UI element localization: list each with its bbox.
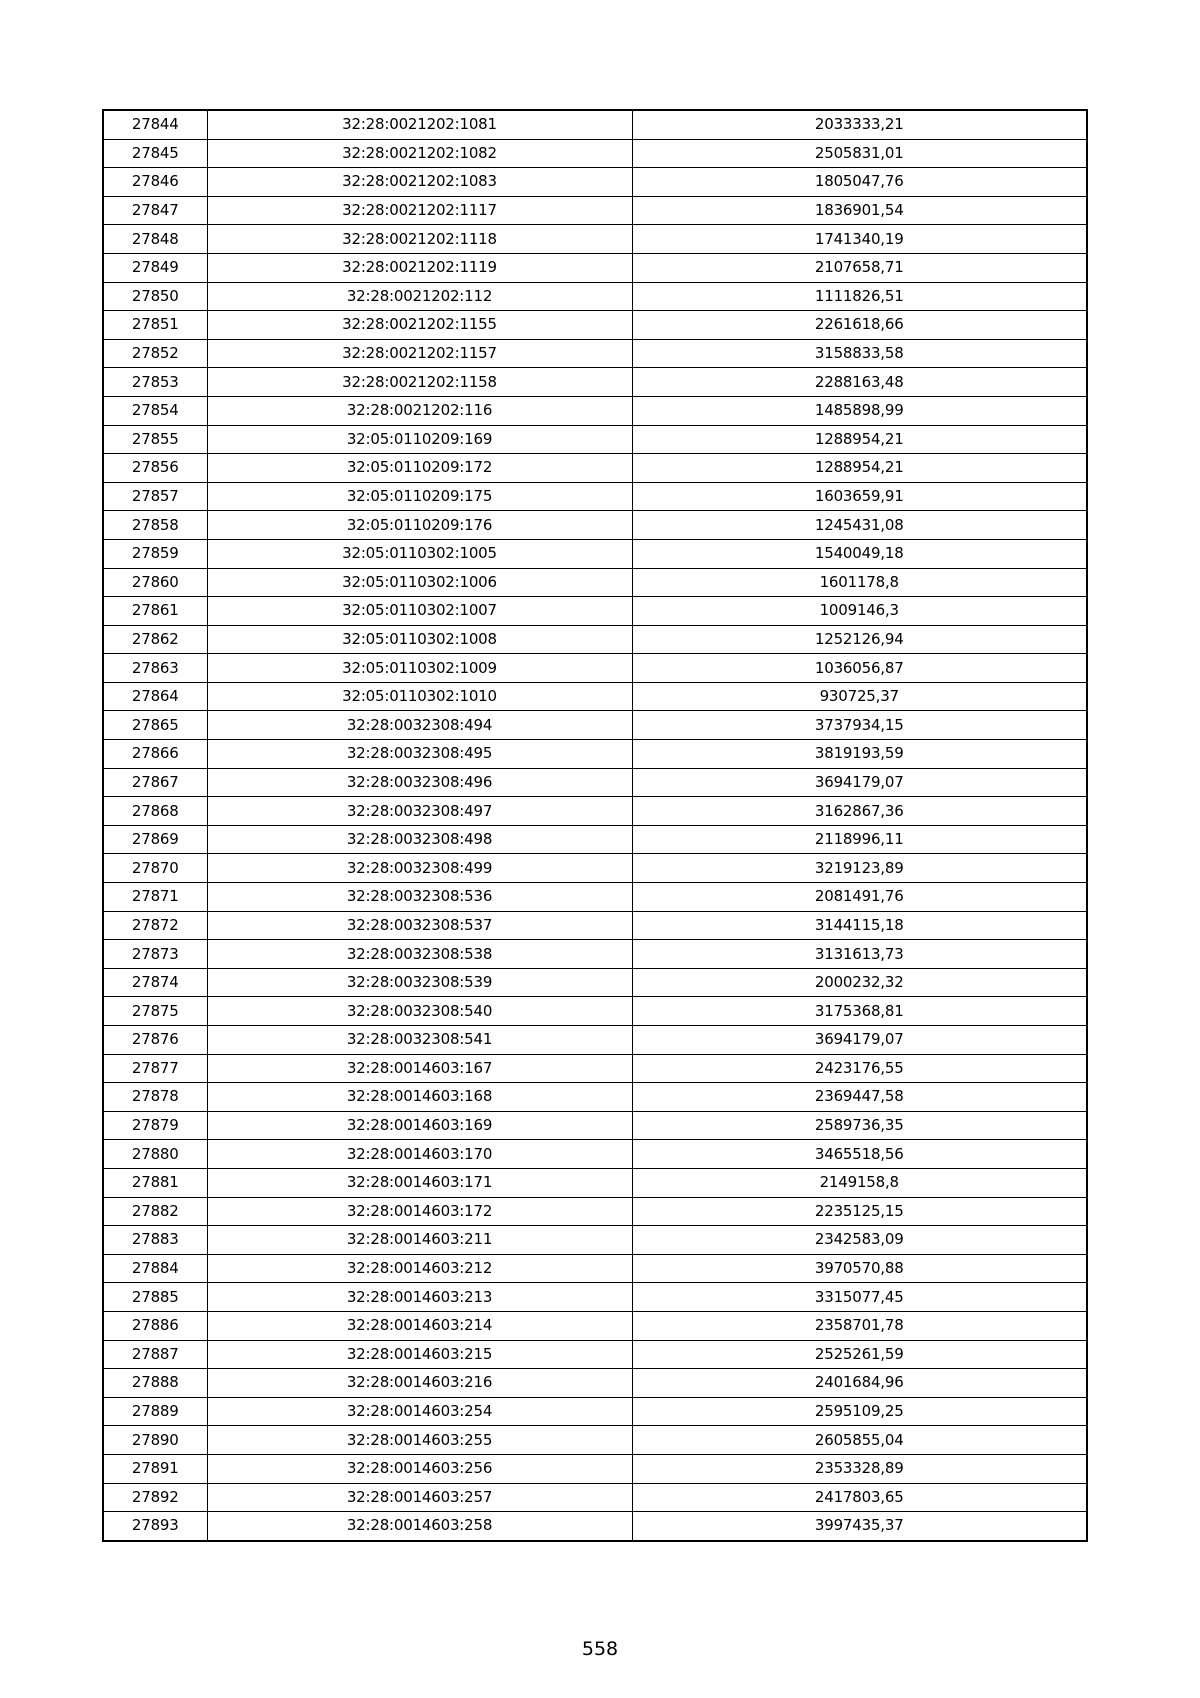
cadastral-number-cell: 32:28:0014603:212 (207, 1254, 632, 1283)
cadastral-number-cell: 32:28:0021202:1081 (207, 110, 632, 139)
cadastral-number-cell: 32:05:0110302:1005 (207, 539, 632, 568)
table-row (103, 768, 1087, 797)
cadastral-value-cell: 3819193,59 (632, 740, 1087, 769)
table-row (103, 1454, 1087, 1483)
table-row (103, 825, 1087, 854)
table-row (103, 797, 1087, 826)
cadastral-number-cell: 32:28:0032308:494 (207, 711, 632, 740)
cadastral-value-cell: 3694179,07 (632, 1026, 1087, 1055)
cadastral-value-cell: 1603659,91 (632, 482, 1087, 511)
cadastral-number-cell: 32:05:0110302:1009 (207, 654, 632, 683)
cadastral-number-cell: 32:28:0032308:537 (207, 911, 632, 940)
table-row (103, 282, 1087, 311)
cadastral-number-cell: 32:28:0014603:213 (207, 1283, 632, 1312)
row-number-cell: 27871 (103, 883, 207, 912)
table-row (103, 425, 1087, 454)
cadastral-value-cell: 2417803,65 (632, 1483, 1087, 1512)
row-number-cell: 27849 (103, 253, 207, 282)
table-body (103, 110, 1087, 1541)
table-row (103, 1311, 1087, 1340)
cadastral-value-cell: 2081491,76 (632, 883, 1087, 912)
row-number-cell: 27869 (103, 825, 207, 854)
cadastral-number-cell: 32:05:0110302:1006 (207, 568, 632, 597)
cadastral-value-cell: 930725,37 (632, 682, 1087, 711)
cadastral-number-cell: 32:05:0110209:172 (207, 454, 632, 483)
cadastral-value-cell: 2235125,15 (632, 1197, 1087, 1226)
table-row (103, 740, 1087, 769)
cadastral-number-cell: 32:28:0014603:172 (207, 1197, 632, 1226)
row-number-cell: 27857 (103, 482, 207, 511)
cadastral-number-cell: 32:28:0032308:538 (207, 940, 632, 969)
cadastral-number-cell: 32:28:0014603:216 (207, 1369, 632, 1398)
cadastral-value-cell: 1601178,8 (632, 568, 1087, 597)
cadastral-number-cell: 32:05:0110209:175 (207, 482, 632, 511)
cadastral-value-cell: 2401684,96 (632, 1369, 1087, 1398)
cadastral-number-cell: 32:28:0032308:536 (207, 883, 632, 912)
cadastral-value-cell: 1245431,08 (632, 511, 1087, 540)
cadastral-number-cell: 32:05:0110302:1007 (207, 597, 632, 626)
cadastral-value-cell: 2149158,8 (632, 1168, 1087, 1197)
cadastral-number-cell: 32:28:0014603:255 (207, 1426, 632, 1455)
cadastral-value-cell: 1252126,94 (632, 625, 1087, 654)
cadastral-value-cell: 2107658,71 (632, 253, 1087, 282)
table-row (103, 1083, 1087, 1112)
row-number-cell: 27851 (103, 311, 207, 340)
cadastral-number-cell: 32:28:0014603:256 (207, 1454, 632, 1483)
table-row (103, 168, 1087, 197)
row-number-cell: 27876 (103, 1026, 207, 1055)
cadastral-number-cell: 32:28:0021202:1158 (207, 368, 632, 397)
cadastral-value-cell: 2033333,21 (632, 110, 1087, 139)
table-row (103, 1254, 1087, 1283)
table-row (103, 968, 1087, 997)
cadastral-value-cell: 1540049,18 (632, 539, 1087, 568)
row-number-cell: 27855 (103, 425, 207, 454)
row-number-cell: 27873 (103, 940, 207, 969)
cadastral-number-cell: 32:28:0032308:495 (207, 740, 632, 769)
cadastral-number-cell: 32:05:0110302:1008 (207, 625, 632, 654)
cadastral-value-cell: 2589736,35 (632, 1111, 1087, 1140)
cadastral-value-cell: 3315077,45 (632, 1283, 1087, 1312)
cadastral-value-cell: 3970570,88 (632, 1254, 1087, 1283)
cadastral-number-cell: 32:28:0014603:214 (207, 1311, 632, 1340)
cadastral-number-cell: 32:28:0032308:539 (207, 968, 632, 997)
cadastral-value-cell: 1111826,51 (632, 282, 1087, 311)
row-number-cell: 27891 (103, 1454, 207, 1483)
cadastral-value-cell: 2605855,04 (632, 1426, 1087, 1455)
cadastral-number-cell: 32:28:0021202:116 (207, 396, 632, 425)
cadastral-value-cell: 1009146,3 (632, 597, 1087, 626)
row-number-cell: 27870 (103, 854, 207, 883)
row-number-cell: 27859 (103, 539, 207, 568)
cadastral-value-cell: 3162867,36 (632, 797, 1087, 826)
row-number-cell: 27866 (103, 740, 207, 769)
cadastral-number-cell: 32:28:0032308:496 (207, 768, 632, 797)
row-number-cell: 27887 (103, 1340, 207, 1369)
cadastral-number-cell: 32:28:0021202:1118 (207, 225, 632, 254)
cadastral-value-cell: 2358701,78 (632, 1311, 1087, 1340)
cadastral-number-cell: 32:05:0110209:169 (207, 425, 632, 454)
table-row (103, 396, 1087, 425)
cadastral-number-cell: 32:28:0032308:499 (207, 854, 632, 883)
table-row (103, 1283, 1087, 1312)
cadastral-number-cell: 32:28:0032308:541 (207, 1026, 632, 1055)
row-number-cell: 27893 (103, 1512, 207, 1541)
table-row (103, 1397, 1087, 1426)
cadastral-value-cell: 2353328,89 (632, 1454, 1087, 1483)
cadastral-value-cell: 2342583,09 (632, 1226, 1087, 1255)
page-number: 558 (581, 1638, 619, 1660)
row-number-cell: 27884 (103, 1254, 207, 1283)
cadastral-number-cell: 32:28:0032308:540 (207, 997, 632, 1026)
row-number-cell: 27892 (103, 1483, 207, 1512)
cadastral-number-cell: 32:28:0032308:498 (207, 825, 632, 854)
row-number-cell: 27872 (103, 911, 207, 940)
row-number-cell: 27883 (103, 1226, 207, 1255)
cadastral-number-cell: 32:28:0021202:1155 (207, 311, 632, 340)
cadastral-number-cell: 32:28:0014603:254 (207, 1397, 632, 1426)
row-number-cell: 27868 (103, 797, 207, 826)
cadastral-number-cell: 32:28:0021202:1119 (207, 253, 632, 282)
cadastral-value-cell: 1805047,76 (632, 168, 1087, 197)
table-row (103, 854, 1087, 883)
cadastral-value-cell: 2288163,48 (632, 368, 1087, 397)
cadastral-value-cell: 1036056,87 (632, 654, 1087, 683)
row-number-cell: 27863 (103, 654, 207, 683)
row-number-cell: 27852 (103, 339, 207, 368)
cadastral-number-cell: 32:05:0110209:176 (207, 511, 632, 540)
row-number-cell: 27860 (103, 568, 207, 597)
cadastral-value-cell: 1288954,21 (632, 454, 1087, 483)
row-number-cell: 27874 (103, 968, 207, 997)
table-row (103, 597, 1087, 626)
table-row (103, 196, 1087, 225)
row-number-cell: 27865 (103, 711, 207, 740)
cadastral-value-cell: 3219123,89 (632, 854, 1087, 883)
cadastral-number-cell: 32:28:0021202:1083 (207, 168, 632, 197)
cadastral-number-cell: 32:28:0021202:1157 (207, 339, 632, 368)
cadastral-value-cell: 3694179,07 (632, 768, 1087, 797)
row-number-cell: 27847 (103, 196, 207, 225)
row-number-cell: 27886 (103, 1311, 207, 1340)
cadastral-value-cell: 3737934,15 (632, 711, 1087, 740)
row-number-cell: 27856 (103, 454, 207, 483)
row-number-cell: 27885 (103, 1283, 207, 1312)
row-number-cell: 27888 (103, 1369, 207, 1398)
cadastral-number-cell: 32:28:0014603:211 (207, 1226, 632, 1255)
table-row (103, 1197, 1087, 1226)
table-row (103, 1369, 1087, 1398)
cadastral-number-cell: 32:05:0110302:1010 (207, 682, 632, 711)
cadastral-value-cell: 2505831,01 (632, 139, 1087, 168)
cadastral-number-cell: 32:28:0014603:171 (207, 1168, 632, 1197)
cadastral-value-cell: 2261618,66 (632, 311, 1087, 340)
cadastral-value-cell: 3144115,18 (632, 911, 1087, 940)
cadastral-value-cell: 3175368,81 (632, 997, 1087, 1026)
cadastral-value-cell: 3997435,37 (632, 1512, 1087, 1541)
row-number-cell: 27846 (103, 168, 207, 197)
table-row (103, 997, 1087, 1026)
table-row (103, 253, 1087, 282)
cadastral-value-cell: 2423176,55 (632, 1054, 1087, 1083)
row-number-cell: 27880 (103, 1140, 207, 1169)
table-row (103, 911, 1087, 940)
row-number-cell: 27875 (103, 997, 207, 1026)
cadastral-number-cell: 32:28:0014603:167 (207, 1054, 632, 1083)
cadastral-number-cell: 32:28:0021202:1082 (207, 139, 632, 168)
cadastral-number-cell: 32:28:0014603:257 (207, 1483, 632, 1512)
cadastral-number-cell: 32:28:0021202:1117 (207, 196, 632, 225)
table-row (103, 654, 1087, 683)
row-number-cell: 27877 (103, 1054, 207, 1083)
cadastral-number-cell: 32:28:0014603:168 (207, 1083, 632, 1112)
table-row (103, 110, 1087, 139)
table-row (103, 940, 1087, 969)
cadastral-number-cell: 32:28:0014603:169 (207, 1111, 632, 1140)
table-row (103, 511, 1087, 540)
cadastral-value-cell: 1288954,21 (632, 425, 1087, 454)
row-number-cell: 27867 (103, 768, 207, 797)
row-number-cell: 27853 (103, 368, 207, 397)
table-row (103, 454, 1087, 483)
table-row (103, 1226, 1087, 1255)
table-row (103, 1512, 1087, 1541)
row-number-cell: 27879 (103, 1111, 207, 1140)
row-number-cell: 27881 (103, 1168, 207, 1197)
row-number-cell: 27878 (103, 1083, 207, 1112)
cadastral-value-cell: 2525261,59 (632, 1340, 1087, 1369)
table-row (103, 1054, 1087, 1083)
cadastral-value-cell: 1836901,54 (632, 196, 1087, 225)
cadastral-value-cell: 2118996,11 (632, 825, 1087, 854)
table-row (103, 339, 1087, 368)
cadastral-value-cell: 3465518,56 (632, 1140, 1087, 1169)
row-number-cell: 27889 (103, 1397, 207, 1426)
row-number-cell: 27858 (103, 511, 207, 540)
table-row (103, 568, 1087, 597)
table-row (103, 711, 1087, 740)
row-number-cell: 27845 (103, 139, 207, 168)
cadastral-value-cell: 1741340,19 (632, 225, 1087, 254)
table-row (103, 682, 1087, 711)
table-row (103, 311, 1087, 340)
table-row (103, 539, 1087, 568)
cadastral-value-cell: 1485898,99 (632, 396, 1087, 425)
table-row (103, 139, 1087, 168)
table-row (103, 1483, 1087, 1512)
row-number-cell: 27844 (103, 110, 207, 139)
row-number-cell: 27864 (103, 682, 207, 711)
row-number-cell: 27850 (103, 282, 207, 311)
cadastral-number-cell: 32:28:0021202:112 (207, 282, 632, 311)
cadastral-number-cell: 32:28:0014603:258 (207, 1512, 632, 1541)
cadastral-value-cell: 2000232,32 (632, 968, 1087, 997)
cadastral-value-cell: 2369447,58 (632, 1083, 1087, 1112)
cadastral-value-cell: 3158833,58 (632, 339, 1087, 368)
cadastral-value-cell: 2595109,25 (632, 1397, 1087, 1426)
row-number-cell: 27882 (103, 1197, 207, 1226)
table-row (103, 1026, 1087, 1055)
table-row (103, 1426, 1087, 1455)
table-row (103, 883, 1087, 912)
row-number-cell: 27862 (103, 625, 207, 654)
cadastral-number-cell: 32:28:0014603:215 (207, 1340, 632, 1369)
cadastral-number-cell: 32:28:0032308:497 (207, 797, 632, 826)
row-number-cell: 27890 (103, 1426, 207, 1455)
cadastral-value-cell: 3131613,73 (632, 940, 1087, 969)
table-row (103, 1111, 1087, 1140)
table-row (103, 625, 1087, 654)
row-number-cell: 27854 (103, 396, 207, 425)
cadastral-number-cell: 32:28:0014603:170 (207, 1140, 632, 1169)
table-row (103, 1340, 1087, 1369)
row-number-cell: 27861 (103, 597, 207, 626)
table-row (103, 368, 1087, 397)
row-number-cell: 27848 (103, 225, 207, 254)
table-row (103, 482, 1087, 511)
table-row (103, 225, 1087, 254)
cadastral-value-table (102, 109, 1088, 1542)
table-row (103, 1168, 1087, 1197)
table-row (103, 1140, 1087, 1169)
